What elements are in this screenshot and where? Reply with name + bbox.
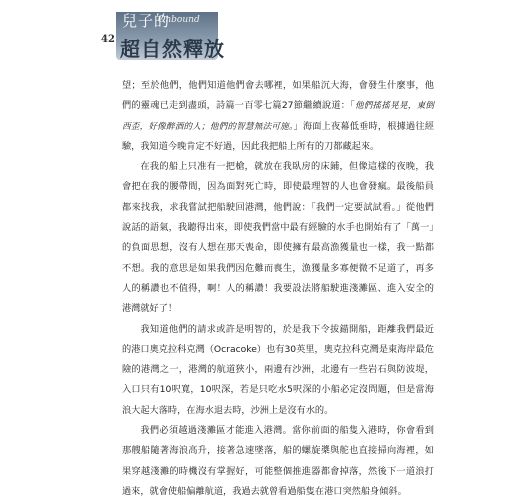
paragraph-1-after: 」海面上夜幕低垂時，根據過往經驗，我知道今晚肯定不好過，因此我把船上所有的刀都藏起來。 [122,120,435,152]
series-title: 兒子的 [122,12,171,30]
paragraph-3: 我知道他們的請求或許是明智的，於是我下令拔錨開船，距離我們最近的港口奧克拉科克灣（Ocracoke）也有30英里，奧克拉科克灣是東海岸最危險的港灣之一，港灣的航道狹小，兩邊有沙洲，北邊有一些岩石與防波堤，入口只有10呎寬，10呎深，若是只吃水5呎深的小船必定沒問題，但是當海浪大起大落時，在海水退去時，沙洲上是沒有水的。 [122,323,434,416]
paragraph-1-before: 望；至於他們，他們知道他們會去哪裡，如果船沉大海，會發生什麼事，他們的靈魂已走到盡頭，詩篇一百零七篇27節繼續說道：「 [122,80,434,112]
page-number: 42 [101,34,115,45]
body-text [122,76,434,502]
paragraph-2: 在我的船上只准有一把槍，就放在我臥房的床鋪，但像這樣的夜晚，我會把在我的腰帶間，因為面對死亡時，即使最理智的人也會發瘋。最後船員都來找我，求我嘗試把船駛回港灣，他們說：「我們一定要試試看。」從他們說話的語氣，我聽得出來，即使我們當中最有經驗的水手也開始有了「萬一」的負面思想，沒有人想在那天喪命，即使擁有最高漁獲量也一樣，我一點都不想。我的意思是如果我們因危難而喪生，漁獲量多寡便微不足道了，再多人的稱讚也不值得，啊！人的稱讚！我要設法將船駛進淺灘區、進入安全的港灣就好了！ [122,161,434,315]
scripture-quote: 他們搖搖晃晃，東倒西歪，好像醉酒的人；他們的智慧無法可施。 [122,101,434,132]
book-title: 超自然釋放 [120,37,225,61]
series-subtitle: Onbound [158,15,200,25]
paragraph-4: 我們必須越過淺灘區才能進入港灣。當你前面的船隻入港時，你會看到那艘船隨著海浪高升，接著急速墜落，船的螺旋槳與舵也直接掃向海裡，如果穿越淺灘的時機沒有掌握好，可能整個推進器都會掉落，然後下一道浪打過來，就會使船偏離航道，我過去就曾看過船隻在港口突然船身傾斜。 [122,425,434,497]
paragraph-1 [122,76,434,157]
